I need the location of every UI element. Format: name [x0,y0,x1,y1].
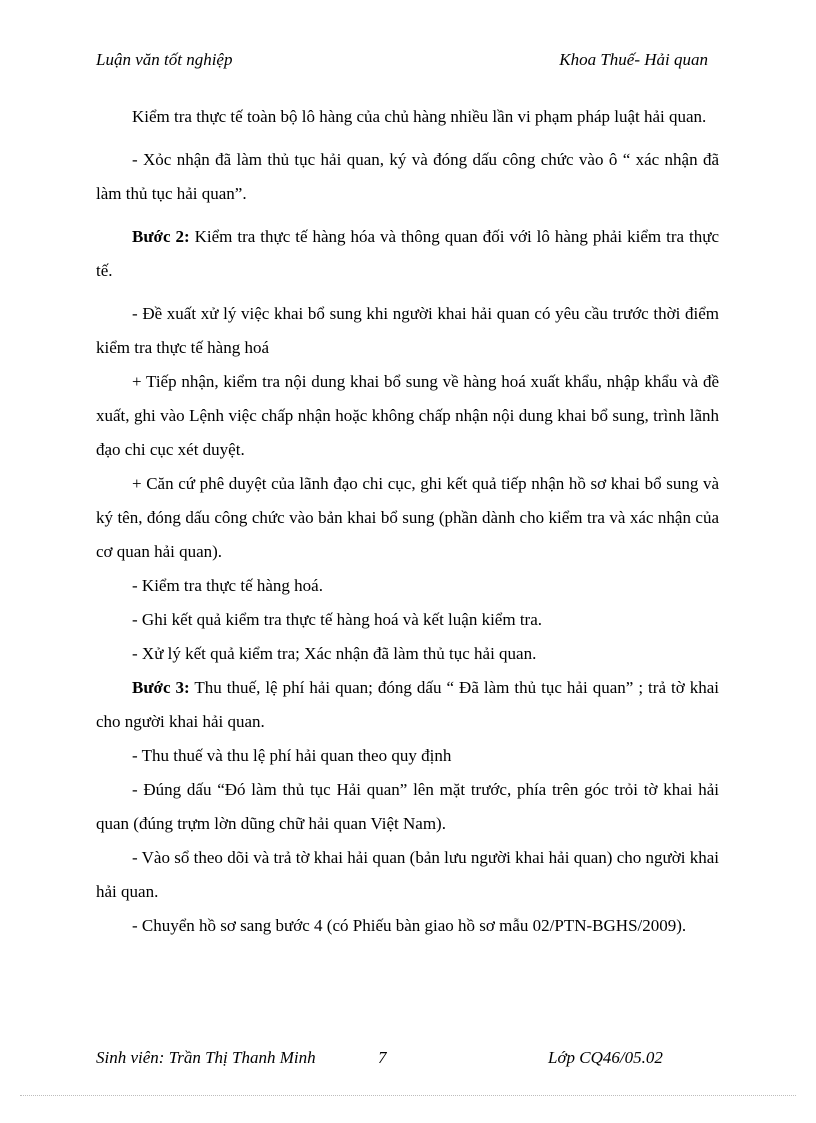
page-header [96,50,708,76]
footer-class-code: Lớp CQ46/05.02 [548,1048,663,1067]
footer-page-number: 7 [378,1048,387,1067]
paragraph: - Thu thuế và thu lệ phí hải quan theo quy định [132,746,452,765]
paragraph: - Ghi kết quả kiểm tra thực tế hàng hoá và kết luận kiểm tra. [132,610,542,629]
step-label: Bước 3: [132,678,190,697]
paragraph: Kiểm tra thực tế toàn bộ lô hàng của chủ hàng nhiều lần vi phạm pháp luật hải quan. [132,107,707,126]
step-label: Bước 2: [132,227,190,246]
paragraph: - Đúng dấu “Đó làm thủ tục Hải quan” lên mặt trước, phía trên góc trỏi tờ khai hải quan (đúng trựm lờn dũng chữ hải quan Việt Nam). [96,780,719,833]
header-faculty: Khoa Thuế- Hải quan [559,50,708,69]
paragraph: - Xử lý kết quả kiểm tra; Xác nhận đã làm thủ tục hải quan. [132,644,537,663]
paragraph: - Chuyển hồ sơ sang bước 4 (có Phiếu bàn giao hồ sơ mẫu 02/PTN-BGHS/2009). [132,916,687,935]
paragraph: - Vào sổ theo dõi và trả tờ khai hải quan (bản lưu người khai hải quan) cho người khai hải quan. [96,848,719,901]
paragraph: - Kiểm tra thực tế hàng hoá. [132,576,323,595]
step-text: Thu thuế, lệ phí hải quan; đóng dấu “ Đã làm thủ tục hải quan” ; trả tờ khai cho người khai hải quan. [96,678,719,731]
paragraph: - Đề xuất xử lý việc khai bổ sung khi người khai hải quan có yêu cầu trước thời điểm kiểm tra thực tế hàng hoá [96,304,719,357]
header-thesis-title: Luận văn tốt nghiệp [96,50,233,69]
step-3-heading [96,671,719,739]
paragraph: + Căn cứ phê duyệt của lãnh đạo chi cục, ghi kết quả tiếp nhận hồ sơ khai bổ sung và ký tên, đóng dấu công chức vào bản khai bổ sung (phần dành cho kiểm tra và xác nhận của cơ quan hải quan). [96,474,719,561]
step-2-heading [96,220,719,288]
footer-student-name: Sinh viên: Trần Thị Thanh Minh [96,1048,316,1067]
paragraph: - Xỏc nhận đã làm thủ tục hải quan, ký và đóng dấu công chức vào ô “ xác nhận đã làm thủ tục hải quan”. [96,150,719,203]
document-body [96,100,719,943]
step-text: Kiểm tra thực tế hàng hóa và thông quan đối với lô hàng phải kiểm tra thực tế. [96,227,719,280]
paragraph: + Tiếp nhận, kiểm tra nội dung khai bổ sung về hàng hoá xuất khẩu, nhập khẩu và đề xuất, ghi vào Lệnh việc chấp nhận hoặc không chấp nhận nội dung khai bổ sung, trình lãnh đạo chi cục xét duyệt. [96,372,719,459]
page-bottom-dotted-rule [20,1095,796,1096]
page-footer [96,1048,708,1074]
